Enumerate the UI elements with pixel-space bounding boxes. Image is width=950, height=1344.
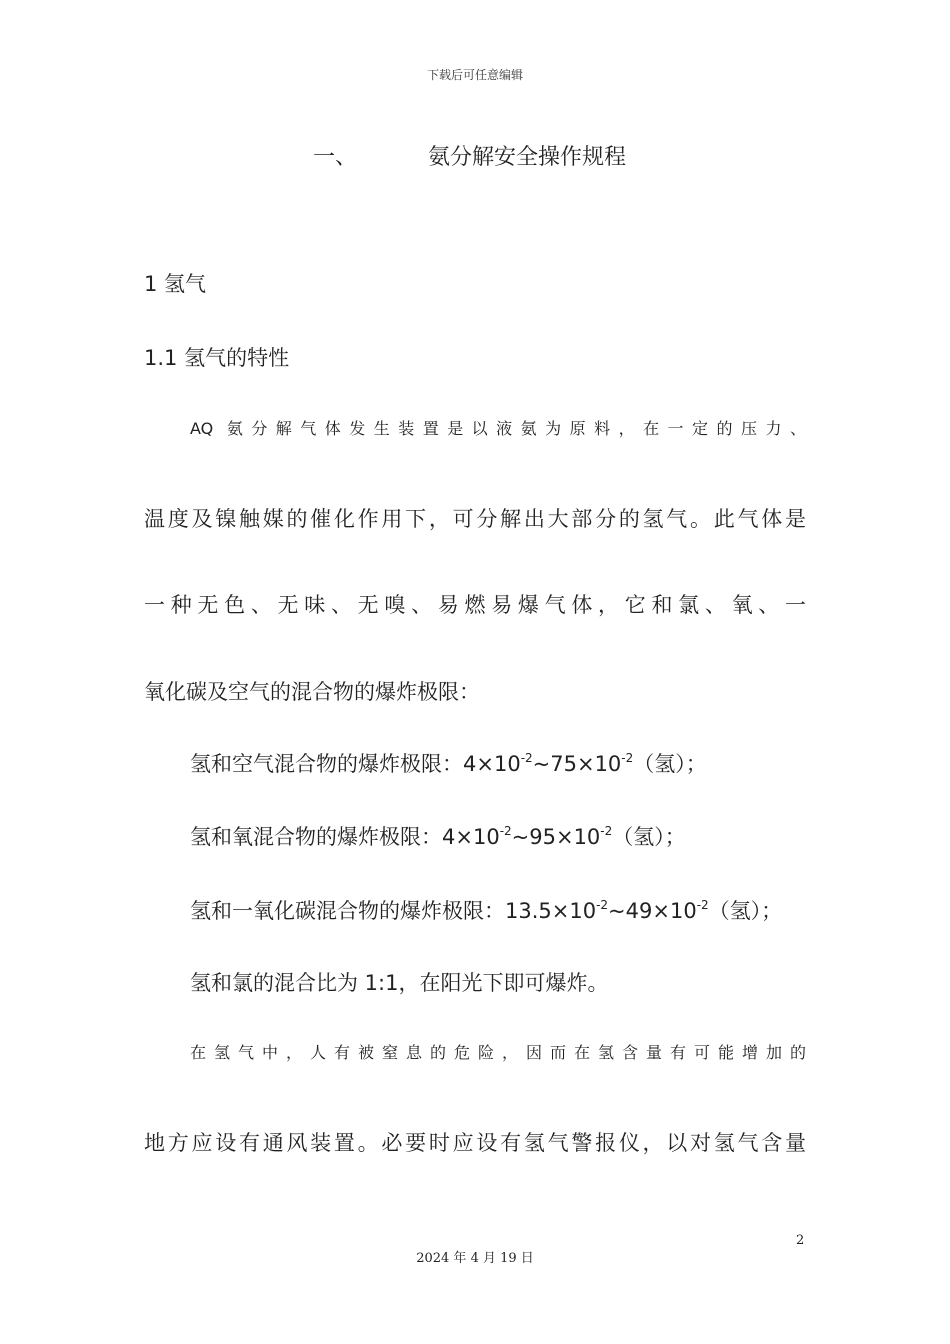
limit-oxygen <box>190 821 686 851</box>
limit-air-exp2: -2 <box>621 751 634 765</box>
limit-air-suffix: （氢）； <box>633 752 707 776</box>
limit-oxygen-mid: ~95×10 <box>511 825 601 849</box>
section-heading-1-1: 1.1 氢气的特性 <box>144 346 290 370</box>
limit-co <box>190 895 782 925</box>
limit-air-exp1: -2 <box>520 751 533 765</box>
limit-co-prefix: 氢和一氧化碳混合物的爆炸极限：13.5×10 <box>190 899 597 923</box>
limit-oxygen-exp1: -2 <box>499 824 512 838</box>
title-number: 一、 <box>313 145 358 170</box>
chlorine-ratio: 氢和氯的混合比为 1:1，在阳光下即可爆炸。 <box>190 971 609 995</box>
limit-oxygen-suffix: （氢）； <box>612 825 686 849</box>
limit-co-suffix: （氢）； <box>708 899 783 923</box>
limit-oxygen-exp2: -2 <box>600 824 613 838</box>
paragraph-1-line-1: AQ 氨分解气体发生装置是以液氨为原料，在一定的压力、 <box>190 419 806 438</box>
limit-air-mid: ~75×10 <box>532 752 622 776</box>
paragraph-1-line-2: 温度及镍触媒的催化作用下，可分解出大部分的氢气。此气体是 <box>144 507 806 531</box>
limit-co-mid: ~49×10 <box>608 899 697 923</box>
page-number: 2 <box>796 1233 805 1248</box>
footer-date: 2024 年 4 月 19 日 <box>416 1251 534 1266</box>
limit-oxygen-prefix: 氢和氧混合物的爆炸极限：4×10 <box>190 825 500 849</box>
limit-co-exp2: -2 <box>696 898 709 912</box>
section-heading-1: 1 氢气 <box>144 272 207 296</box>
paragraph-2-line-1: 在氢气中，人有被窒息的危险，因而在氢含量有可能增加的 <box>190 1043 806 1062</box>
paragraph-2-line-2: 地方应设有通风装置。必要时应设有氢气警报仪，以对氢气含量 <box>144 1131 806 1155</box>
paragraph-1-line-3: 一种无色、无味、无嗅、易燃易爆气体，它和氯、氧、一 <box>144 593 806 617</box>
page-header: 下载后可任意编辑 <box>426 68 523 82</box>
limit-co-exp1: -2 <box>596 898 609 912</box>
paragraph-1-line-4: 氧化碳及空气的混合物的爆炸极限： <box>144 680 480 704</box>
page-title: 氨分解安全操作规程 <box>428 145 627 170</box>
limit-air <box>190 748 707 778</box>
limit-air-prefix: 氢和空气混合物的爆炸极限：4×10 <box>190 752 521 776</box>
